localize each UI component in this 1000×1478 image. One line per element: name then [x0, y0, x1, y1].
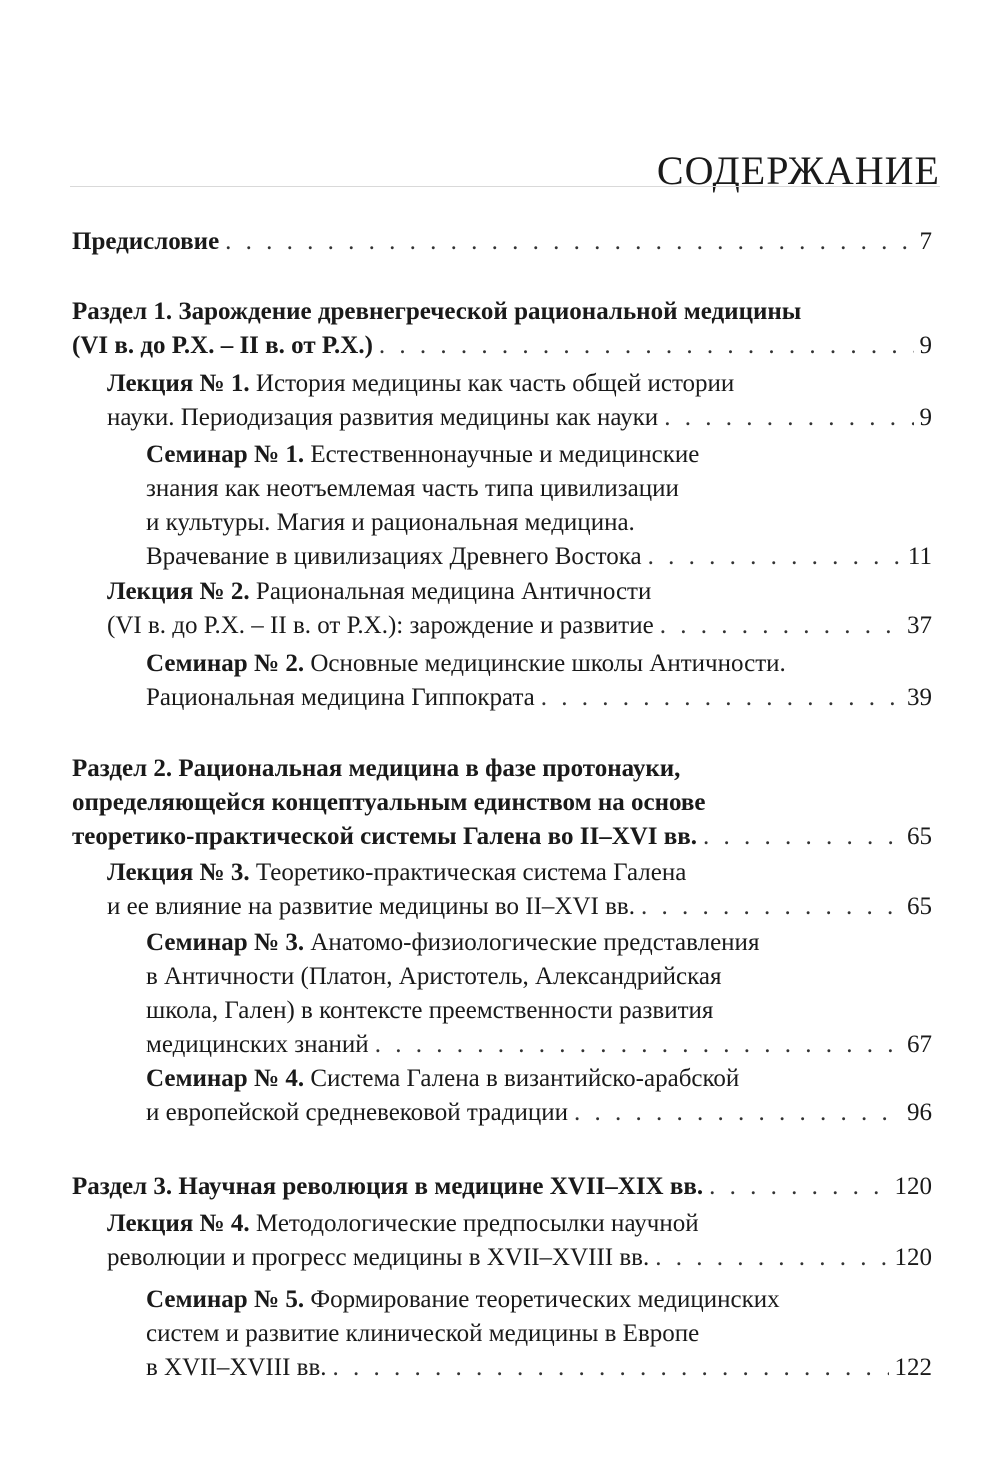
entry-title	[72, 1170, 703, 1204]
entry-title-text: и европейской средневековой традиции	[146, 1099, 568, 1126]
entry-title	[107, 609, 654, 643]
entry-last-line	[72, 1170, 932, 1204]
entry-last-line	[146, 1096, 932, 1130]
entry-title-text: науки. Периодизация развития медицины как науки	[107, 404, 659, 431]
entry-last-line	[146, 681, 932, 715]
entry-line-text: Методологические предпосылки научной	[249, 1210, 699, 1237]
entry-line-bold: Семинар № 5.	[146, 1286, 305, 1313]
dot-leader	[225, 225, 913, 259]
dot-leader	[709, 1170, 888, 1204]
entry-line	[72, 752, 932, 786]
entry-title	[107, 401, 658, 435]
entry-last-line	[107, 1241, 932, 1275]
page-title: СОДЕРЖАНИЕ	[656, 147, 940, 193]
entry-line-text: в Античности (Платон, Аристотель, Александрийская	[146, 963, 722, 990]
dot-leader	[648, 540, 902, 574]
entry-line	[72, 295, 932, 329]
entry-last-line	[146, 1351, 932, 1385]
page-number: 65	[907, 823, 932, 850]
toc-entry-lecture-3[interactable]	[107, 856, 932, 924]
entry-line	[107, 856, 932, 890]
dot-leader	[574, 1096, 901, 1130]
dot-leader	[333, 1351, 889, 1385]
toc-entry-seminar-1[interactable]	[146, 438, 932, 574]
toc-entry-seminar-3[interactable]	[146, 926, 932, 1062]
entry-title-text: медицинских знаний	[146, 1031, 369, 1058]
entry-last-line	[146, 1028, 932, 1062]
entry-line-bold: Семинар № 1.	[146, 441, 305, 468]
toc-entry-seminar-4[interactable]	[146, 1062, 932, 1130]
entry-title	[107, 1241, 649, 1275]
entry-title	[146, 1028, 369, 1062]
entry-line	[146, 472, 932, 506]
entry-line-text: Основные медицинские школы Античности.	[304, 650, 786, 677]
entry-line-text: История медицины как часть общей истории	[249, 370, 735, 397]
dot-leader	[664, 401, 913, 435]
entry-line-text: Система Галена в византийско-арабской	[304, 1065, 740, 1092]
entry-line-bold: Лекция № 3.	[107, 859, 250, 886]
entry-line-bold: Раздел 1. Зарождение древнегреческой рациональной медицины	[72, 298, 802, 325]
page-number: 67	[907, 1031, 932, 1058]
page-number: 39	[907, 684, 932, 711]
entry-line-text: и культуры. Магия и рациональная медицина.	[146, 509, 635, 536]
entry-title-bold: теоретико-практической системы Галена во II–XVI вв.	[72, 823, 698, 850]
entry-last-line	[107, 890, 932, 924]
entry-title	[72, 225, 219, 259]
dot-leader	[655, 1241, 888, 1275]
entry-line-bold: Семинар № 2.	[146, 650, 305, 677]
toc-entry-section-3[interactable]	[72, 1170, 932, 1204]
entry-line	[72, 786, 932, 820]
entry-line	[146, 1317, 932, 1351]
entry-last-line	[72, 225, 932, 259]
entry-title	[72, 820, 697, 854]
entry-line	[107, 367, 932, 401]
title-divider	[70, 186, 940, 187]
toc-entry-seminar-5[interactable]	[146, 1283, 932, 1385]
entry-last-line	[72, 820, 932, 854]
toc-entry-section-2[interactable]	[72, 752, 932, 854]
entry-line	[146, 1062, 932, 1096]
dot-leader	[660, 609, 901, 643]
entry-title-text: революции и прогресс медицины в XVII–XVIII вв.	[107, 1244, 650, 1271]
entry-title-text: в XVII–XVIII вв.	[146, 1354, 327, 1381]
page-number: 37	[907, 612, 932, 639]
entry-title-bold: Раздел 3. Научная революция в медицине XVII–XIX вв.	[72, 1173, 704, 1200]
toc-entry-lecture-4[interactable]	[107, 1207, 932, 1275]
entry-title	[72, 329, 373, 363]
page-number: 122	[894, 1354, 932, 1381]
entry-line-text: Рациональная медицина Античности	[249, 578, 652, 605]
entry-title	[146, 1096, 568, 1130]
entry-line-text: школа, Гален) в контексте преемственности развития	[146, 997, 714, 1024]
entry-line-text: Теоретико-практическая система Галена	[249, 859, 687, 886]
entry-title	[107, 890, 635, 924]
entry-title-bold: Предисловие	[72, 228, 220, 255]
page-number: 9	[919, 332, 932, 359]
entry-line-bold: Семинар № 4.	[146, 1065, 305, 1092]
entry-title-bold: (VI в. до Р.Х. – II в. от Р.Х.)	[72, 332, 373, 359]
toc-entry-section-1[interactable]	[72, 295, 932, 363]
toc-entry-seminar-2[interactable]	[146, 647, 932, 715]
entry-last-line	[107, 401, 932, 435]
page-number: 120	[894, 1244, 932, 1271]
entry-last-line	[107, 609, 932, 643]
toc-entry-preface[interactable]	[72, 225, 932, 259]
entry-line	[107, 1207, 932, 1241]
entry-title	[146, 540, 642, 574]
entry-last-line	[72, 329, 932, 363]
entry-line-text: Естественнонаучные и медицинские	[304, 441, 700, 468]
entry-line-bold: Семинар № 3.	[146, 929, 305, 956]
entry-line-bold: Лекция № 4.	[107, 1210, 250, 1237]
entry-line-text: Формирование теоретических медицинских	[304, 1286, 780, 1313]
dot-leader	[375, 1028, 901, 1062]
entry-last-line	[146, 540, 932, 574]
page-number: 120	[894, 1173, 932, 1200]
entry-line-text: Анатомо-физиологические представления	[304, 929, 760, 956]
entry-line	[146, 506, 932, 540]
dot-leader	[541, 681, 901, 715]
page-number: 9	[919, 404, 932, 431]
entry-line-bold: определяющейся концептуальным единством на основе	[72, 789, 706, 816]
entry-line	[146, 960, 932, 994]
entry-line	[146, 438, 932, 472]
entry-line	[146, 647, 932, 681]
entry-line-bold: Раздел 2. Рациональная медицина в фазе протонауки,	[72, 755, 681, 782]
entry-line-bold: Лекция № 2.	[107, 578, 250, 605]
entry-title-text: Врачевание в цивилизациях Древнего Востока	[146, 543, 642, 570]
page-number: 7	[919, 228, 932, 255]
page-number: 96	[907, 1099, 932, 1126]
page-number: 65	[907, 893, 932, 920]
entry-line	[146, 994, 932, 1028]
entry-line-text: знания как неотъемлемая часть типа цивилизации	[146, 475, 679, 502]
entry-line-text: систем и развитие клинической медицины в Европе	[146, 1320, 700, 1347]
toc-entry-lecture-1[interactable]	[107, 367, 932, 435]
dot-leader	[379, 329, 914, 363]
entry-title	[146, 681, 535, 715]
dot-leader	[641, 890, 901, 924]
entry-title-text: Рациональная медицина Гиппократа	[146, 684, 535, 711]
entry-title-text: (VI в. до Р.Х. – II в. от Р.Х.): зарождение и развитие	[107, 612, 654, 639]
entry-line-bold: Лекция № 1.	[107, 370, 250, 397]
entry-title-text: и ее влияние на развитие медицины во II–XVI вв.	[107, 893, 635, 920]
entry-title	[146, 1351, 327, 1385]
toc-entry-lecture-2[interactable]	[107, 575, 932, 643]
page-number: 11	[907, 543, 932, 570]
entry-line	[146, 1283, 932, 1317]
entry-line	[107, 575, 932, 609]
entry-line	[146, 926, 932, 960]
dot-leader	[703, 820, 901, 854]
